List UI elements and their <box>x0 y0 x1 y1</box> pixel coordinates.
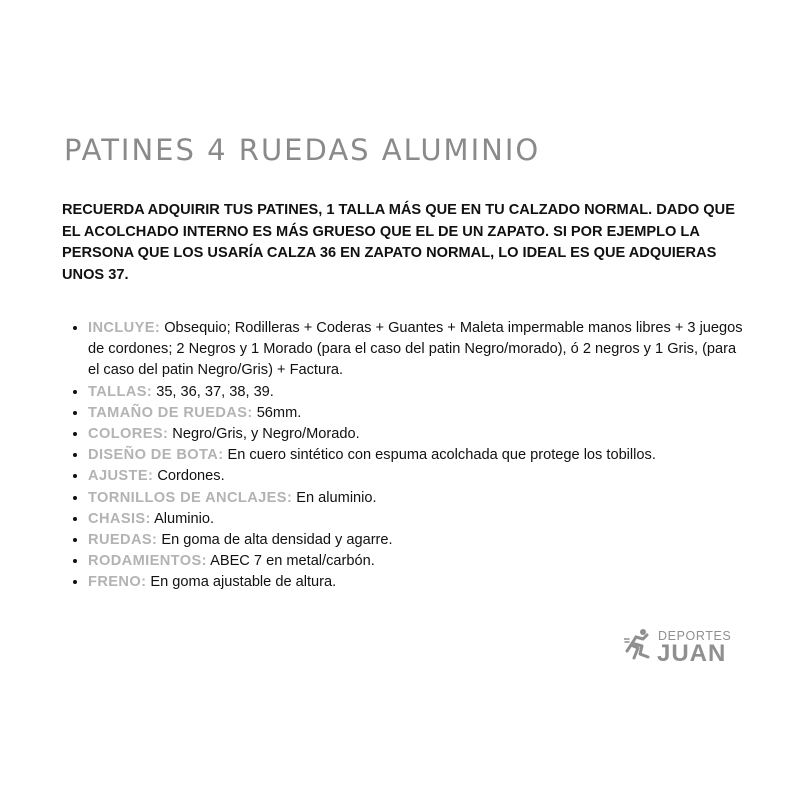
spec-item-rodamientos <box>88 551 748 572</box>
spec-item-tallas <box>88 382 748 403</box>
spec-value: Obsequio; Rodilleras + Coderas + Guantes + Maleta impermable manos libres + 3 juegos de cordones; 2 Negros y 1 Morado (para el caso del patin Negro/morado), ó 2 negros y 1 Gris, (para el caso del patin Negro/Gris) + Factura. <box>88 320 743 379</box>
spec-item-chasis <box>88 509 748 530</box>
logo-text-top: DEPORTES <box>658 629 732 643</box>
spec-value: ABEC 7 en metal/carbón. <box>210 553 375 570</box>
spec-label: TALLAS: <box>88 383 153 400</box>
spec-item-diseno-bota <box>88 445 748 466</box>
spec-label: INCLUYE: <box>88 320 161 336</box>
spec-value: Negro/Gris, y Negro/Morado. <box>172 426 360 443</box>
size-notice: RECUERDA ADQUIRIR TUS PATINES, 1 TALLA MÁS QUE EN TU CALZADO NORMAL. DADO QUE EL ACOLCHADO INTERNO ES MÁS GRUESO QUE EL DE UN ZAPATO. SI POR EJEMPLO LA PERSONA QUE LOS USARÍA CALZA 36 EN ZAPATO NORMAL, LO IDEAL ES QUE ADQUIERAS UNOS 37. <box>62 202 735 283</box>
spec-value: En goma ajustable de altura. <box>150 574 337 591</box>
spec-label: AJUSTE: <box>88 468 154 485</box>
running-figure-icon <box>624 628 658 664</box>
spec-label: RUEDAS: <box>88 532 158 549</box>
page-title: PATINES 4 RUEDAS ALUMINIO <box>64 133 541 167</box>
spec-value: Aluminio. <box>154 510 215 527</box>
spec-item-ruedas <box>88 530 748 551</box>
spec-value: En aluminio. <box>296 489 377 506</box>
spec-label: TAMAÑO DE RUEDAS: <box>88 404 253 421</box>
spec-list <box>68 318 748 594</box>
spec-value: En goma de alta densidad y agarre. <box>161 532 393 549</box>
spec-value: En cuero sintético con espuma acolchada que protege los tobillos. <box>227 447 656 464</box>
brand-logo <box>624 628 734 668</box>
spec-item-incluye <box>88 318 748 382</box>
spec-label: TORNILLOS DE ANCLAJES: <box>88 489 293 506</box>
spec-item-tamano-ruedas <box>88 403 748 424</box>
spec-item-tornillos <box>88 488 748 509</box>
spec-value: 35, 36, 37, 38, 39. <box>156 383 274 400</box>
spec-label: RODAMIENTOS: <box>88 553 207 570</box>
spec-label: COLORES: <box>88 426 169 443</box>
spec-label: DISEÑO DE BOTA: <box>88 447 224 464</box>
spec-item-colores <box>88 424 748 445</box>
logo-text-bottom: JUAN <box>657 640 727 667</box>
spec-item-freno <box>88 572 748 593</box>
spec-value: 56mm. <box>256 404 302 421</box>
spec-label: FRENO: <box>88 574 147 591</box>
spec-value: Cordones. <box>157 468 225 485</box>
spec-item-ajuste <box>88 466 748 487</box>
spec-label: CHASIS: <box>88 510 151 527</box>
